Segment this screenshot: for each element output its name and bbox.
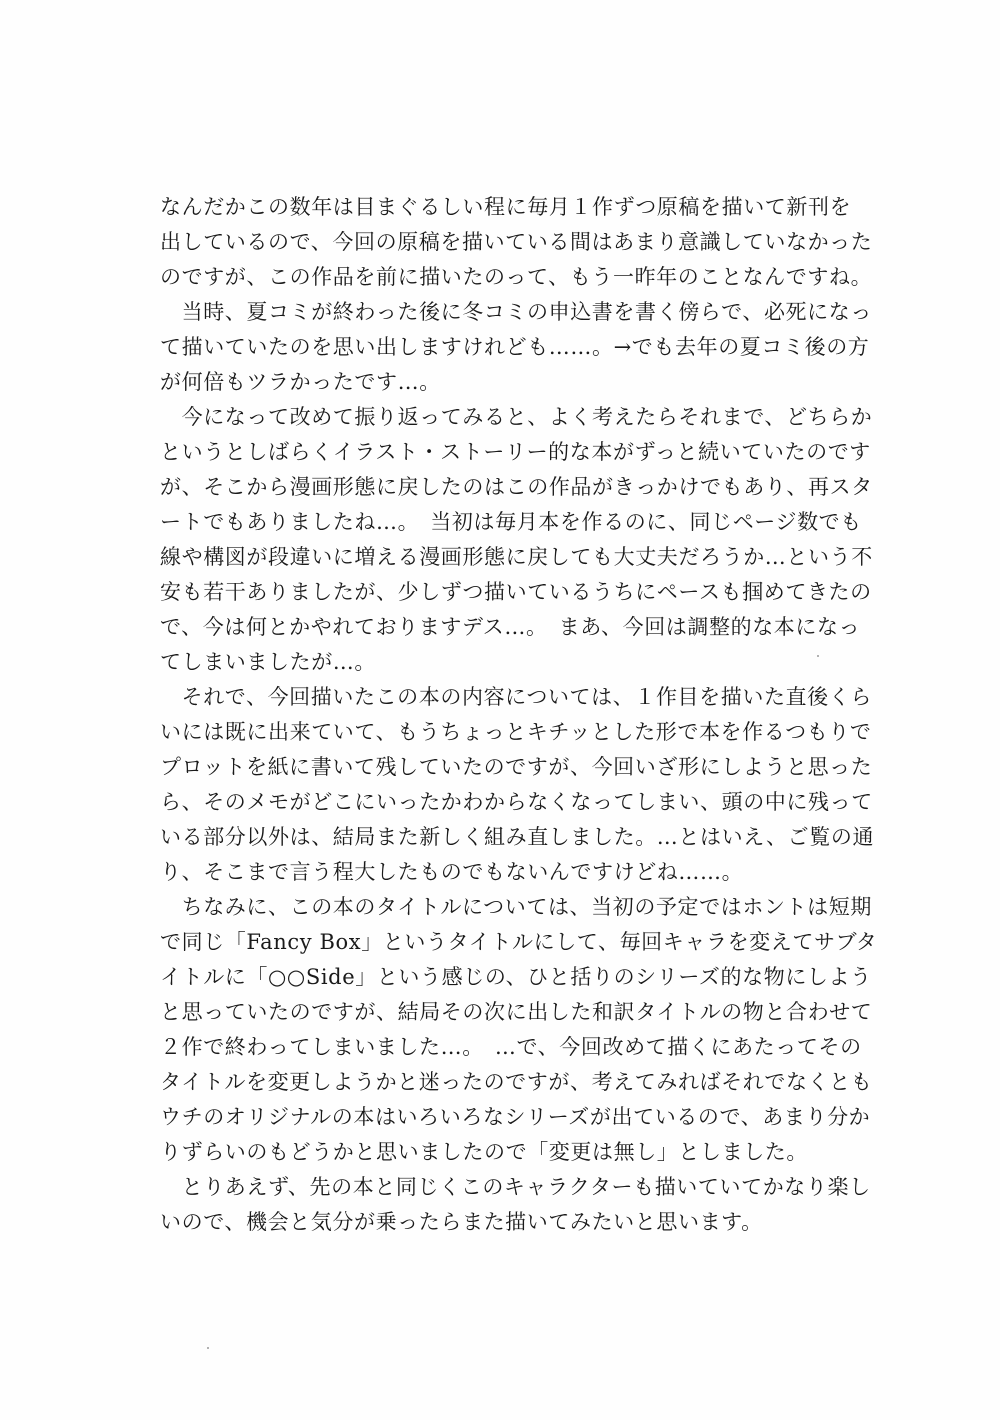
text-line: イトルに「○○Side」という感じの、ひと括りのシリーズ的な物にしよう	[160, 965, 872, 989]
text-line: り、そこまで言う程大したものでもないんですけどね……。	[160, 860, 744, 884]
text-line: というとしばらくイラスト・ストーリー的な本がずっと続いていたのです	[160, 440, 871, 464]
text-line: ウチのオリジナルの本はいろいろなシリーズが出ているので、あまり分か	[160, 1105, 871, 1129]
text-line: で同じ「Fancy Box」というタイトルにして、毎回キャラを変えてサブタ	[160, 930, 878, 954]
text-line: で、今は何とかやれておりますデス…。 まあ、今回は調整的な本になっ	[160, 615, 861, 639]
text-line: 線や構図が段違いに増える漫画形態に戻しても大丈夫だろうか…という不	[160, 545, 873, 569]
text-line: ら、そのメモがどこにいったかわからなくなってしまい、頭の中に残って	[160, 790, 873, 814]
text-line: て描いていたのを思い出しますけれども……。→でも去年の夏コミ後の方	[160, 335, 870, 359]
text-line: いる部分以外は、結局また新しく組み直しました。…とはいえ、ご覧の通	[160, 825, 875, 849]
text-line: りずらいのもどうかと思いましたので「変更は無し」としました。	[160, 1140, 808, 1164]
text-line: 今になって改めて振り返ってみると、よく考えたらそれまで、どちらか	[160, 405, 873, 429]
text-line: 出しているので、今回の原稿を描いている間はあまり意識していなかった	[160, 230, 873, 254]
text-line: ートでもありましたね…。 当初は毎月本を作るのに、同じページ数でも	[160, 510, 862, 534]
text-line: と思っていたのですが、結局その次に出した和訳タイトルの物と合わせて	[160, 1000, 873, 1024]
text-line: いには既に出来ていて、もうちょっとキチッとした形で本を作るつもりで	[160, 720, 872, 744]
text-line: 安も若干ありましたが、少しずつ描いているうちにペースも掴めてきたの	[160, 580, 872, 604]
text-line: ２作で終わってしまいました…。 …で、今回改めて描くにあたってその	[160, 1035, 862, 1059]
scan-speck	[817, 655, 819, 657]
afterword-text	[160, 190, 878, 1240]
text-line: ちなみに、この本のタイトルについては、当初の予定ではホントは短期	[160, 895, 872, 919]
scan-speck	[207, 1347, 209, 1349]
text-line: プロットを紙に書いて残していたのですが、今回いざ形にしようと思った	[160, 755, 873, 779]
text-line: のですが、この作品を前に描いたのって、もう一昨年のことなんですね。	[160, 265, 873, 289]
text-line: 当時、夏コミが終わった後に冬コミの申込書を書く傍らで、必死になっ	[160, 300, 872, 324]
text-line: とりあえず、先の本と同じくこのキャラクターも描いていてかなり楽し	[160, 1175, 871, 1199]
text-line: てしまいましたが…。	[160, 650, 376, 674]
text-line: が、そこから漫画形態に戻したのはこの作品がきっかけでもあり、再スタ	[160, 475, 873, 499]
text-line: いので、機会と気分が乗ったらまた描いてみたいと思います。	[160, 1210, 763, 1234]
text-line: それで、今回描いたこの本の内容については、１作目を描いた直後くら	[160, 685, 872, 709]
text-line: タイトルを変更しようかと迷ったのですが、考えてみればそれでなくとも	[160, 1070, 873, 1094]
text-line: が何倍もツラかったです…。	[160, 370, 441, 394]
text-line: なんだかこの数年は目まぐるしい程に毎月１作ずつ原稿を描いて新刊を	[160, 195, 852, 219]
